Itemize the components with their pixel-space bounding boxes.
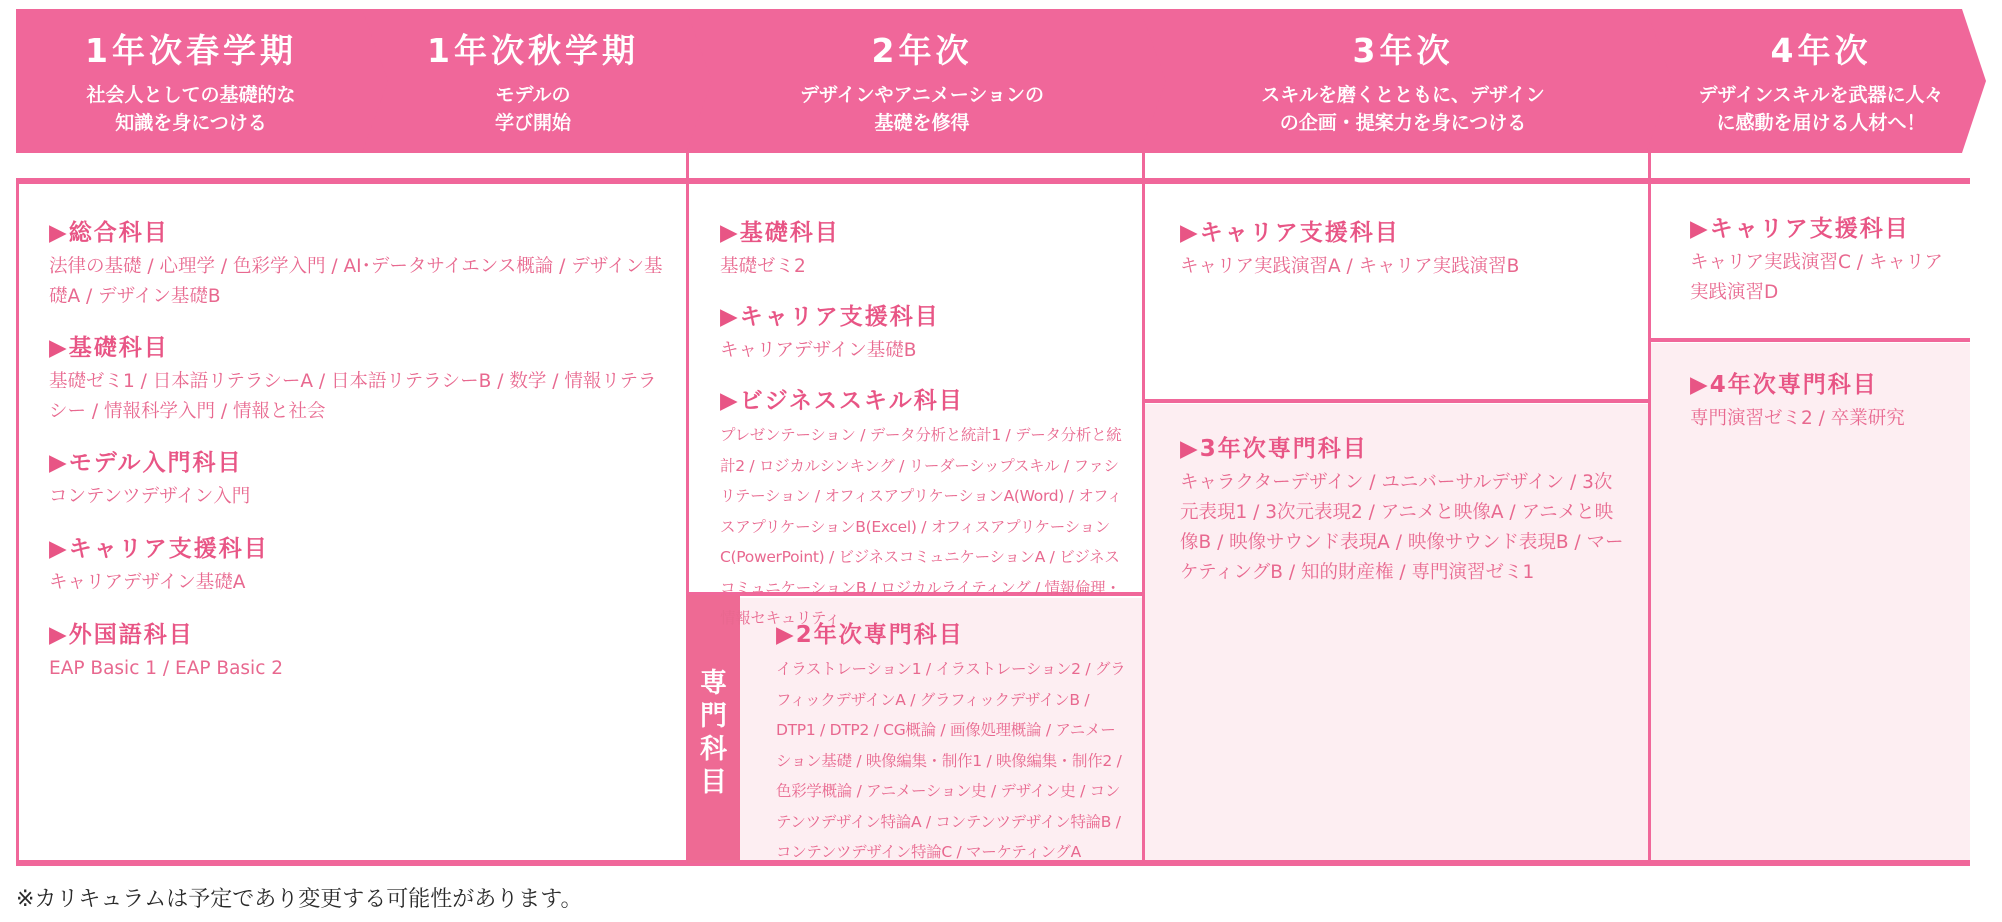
section-heading: ▶外国語科目	[49, 622, 194, 648]
section-heading: ▶キャリア支援科目	[720, 304, 940, 330]
stage-3-subtitle-line2: 基礎を修得	[874, 112, 970, 134]
stage-2-subtitle	[388, 81, 678, 137]
footnote: ※カリキュラムは予定であり変更する可能性があります。	[16, 887, 583, 912]
section-heading: ▶2年次専門科目	[776, 622, 964, 648]
stage-4-title: 3年次	[1352, 31, 1454, 70]
stage-2-subtitle-line2: 学び開始	[494, 112, 571, 134]
connector-line	[1142, 152, 1145, 180]
stage-3-subtitle-line1: デザインやアニメーションの	[800, 84, 1044, 106]
vertical-label-char: 専	[700, 668, 727, 699]
year3-specialty-section	[1180, 434, 1630, 588]
stage-2-subtitle-line1: モデルの	[495, 84, 571, 106]
stage-3-title: 2年次	[871, 31, 973, 70]
year4-panel-divider	[1651, 338, 1970, 342]
stage-3	[712, 9, 1132, 153]
stage-1-subtitle-line2: 知識を身につける	[115, 112, 267, 134]
section-body: 専門演習ゼミ2 / 卒業研究	[1690, 408, 1905, 429]
section-body: コンテンツデザイン入門	[49, 486, 251, 507]
section-body: 法律の基礎 / 心理学 / 色彩学入門 / AI･データサイエンス概論 / デザイン基礎A / デザイン基礎B	[49, 256, 663, 307]
stage-1-title: 1年次春学期	[85, 31, 297, 70]
vertical-label-char: 科	[700, 734, 727, 765]
year4-specialty-section	[1690, 370, 1958, 434]
connector-line	[1648, 152, 1651, 180]
stage-2-title: 1年次秋学期	[427, 31, 639, 70]
grid-left-border	[16, 178, 19, 866]
stage-5-subtitle	[1676, 81, 1966, 137]
section-heading: ▶モデル入門科目	[49, 450, 243, 476]
year4-career-section	[1690, 214, 1958, 308]
stage-4-subtitle-line2: の企画・提案力を身につける	[1279, 112, 1527, 134]
year1-career-section	[49, 534, 664, 598]
year2-basic-section	[720, 218, 1125, 282]
connector-line	[686, 152, 689, 180]
specialty-vertical-label	[687, 595, 740, 863]
section-body: EAP Basic 1 / EAP Basic 2	[49, 658, 284, 679]
year3-career-section	[1180, 218, 1630, 282]
year2-career-section	[720, 302, 1125, 366]
section-heading: ▶3年次専門科目	[1180, 436, 1368, 462]
stage-5	[1676, 9, 1966, 153]
section-body: キャリア実践演習A / キャリア実践演習B	[1180, 256, 1520, 277]
year2-business-section	[720, 386, 1125, 634]
vertical-label-char: 門	[700, 701, 727, 732]
year1-foreign-section	[49, 620, 664, 684]
stage-1-subtitle-line1: 社会人としての基礎的な	[86, 84, 296, 106]
specialty-vertical-text	[687, 667, 740, 799]
stage-3-subtitle	[712, 81, 1132, 137]
section-body: キャリアデザイン基礎A	[49, 572, 246, 593]
stage-5-subtitle-line2: に感動を届ける人材へ！	[1716, 112, 1926, 134]
section-heading: ▶4年次専門科目	[1690, 372, 1878, 398]
year3-panel-divider	[1145, 399, 1648, 403]
vertical-label-char: 目	[700, 767, 727, 798]
section-heading: ▶キャリア支援科目	[49, 536, 269, 562]
section-body: プレゼンテーション / データ分析と統計1 / データ分析と統計2 / ロジカルシンキング / リーダーシップスキル / ファシリテーション / オフィスアプリケーションA(Word) / オフィスアプリケーションB(Excel) / オフィスアプリケーションC(PowerPoint) / ビジネスコミュニケーションA / ビジネスコミュニケーションB / ロジカルライティング / 情報倫理・情報セキュリティ	[720, 426, 1123, 627]
stage-1-subtitle	[36, 81, 346, 137]
section-body: 基礎ゼミ2	[720, 256, 806, 277]
stage-4-subtitle	[1168, 81, 1638, 137]
stage-4	[1168, 9, 1638, 153]
year1-basic-section	[49, 333, 664, 427]
section-heading: ▶キャリア支援科目	[1180, 220, 1400, 246]
section-heading: ▶基礎科目	[49, 335, 169, 361]
stage-1	[36, 9, 346, 153]
section-heading: ▶ビジネススキル科目	[720, 388, 964, 414]
stage-5-subtitle-line1: デザインスキルを武器に人々	[1698, 84, 1944, 106]
year1-general-section	[49, 218, 664, 312]
section-body: キャリアデザイン基礎B	[720, 340, 917, 361]
stage-2	[388, 9, 678, 153]
section-heading: ▶基礎科目	[720, 220, 840, 246]
stage-5-title: 4年次	[1770, 31, 1872, 70]
year1-model-section	[49, 448, 664, 512]
section-heading: ▶総合科目	[49, 220, 169, 246]
stage-4-subtitle-line1: スキルを磨くとともに、デザイン	[1261, 84, 1545, 106]
section-body: キャラクターデザイン / ユニバーサルデザイン / 3次元表現1 / 3次元表現2 / アニメと映像A / アニメと映像B / 映像サウンド表現A / 映像サウンド表現B / マーケティングB / 知的財産権 / 専門演習ゼミ1	[1180, 472, 1624, 583]
section-body: キャリア実践演習C / キャリア実践演習D	[1690, 252, 1943, 303]
section-body: イラストレーション1 / イラストレーション2 / グラフィックデザインA / グラフィックデザインB / DTP1 / DTP2 / CG概論 / 画像処理概論 / アニメーション基礎 / 映像編集・制作1 / 映像編集・制作2 / 色彩学概論 / アニメーション史 / デザイン史 / コンテンツデザイン特論A / コンテンツデザイン特論B / コンテンツデザイン特論C / マーケティングA	[776, 660, 1126, 861]
year2-specialty-section	[776, 620, 1126, 868]
section-body: 基礎ゼミ1 / 日本語リテラシーA / 日本語リテラシーB / 数学 / 情報リテラシー / 情報科学入門 / 情報と社会	[49, 371, 657, 422]
grid-top-border	[16, 178, 1970, 184]
section-heading: ▶キャリア支援科目	[1690, 216, 1910, 242]
